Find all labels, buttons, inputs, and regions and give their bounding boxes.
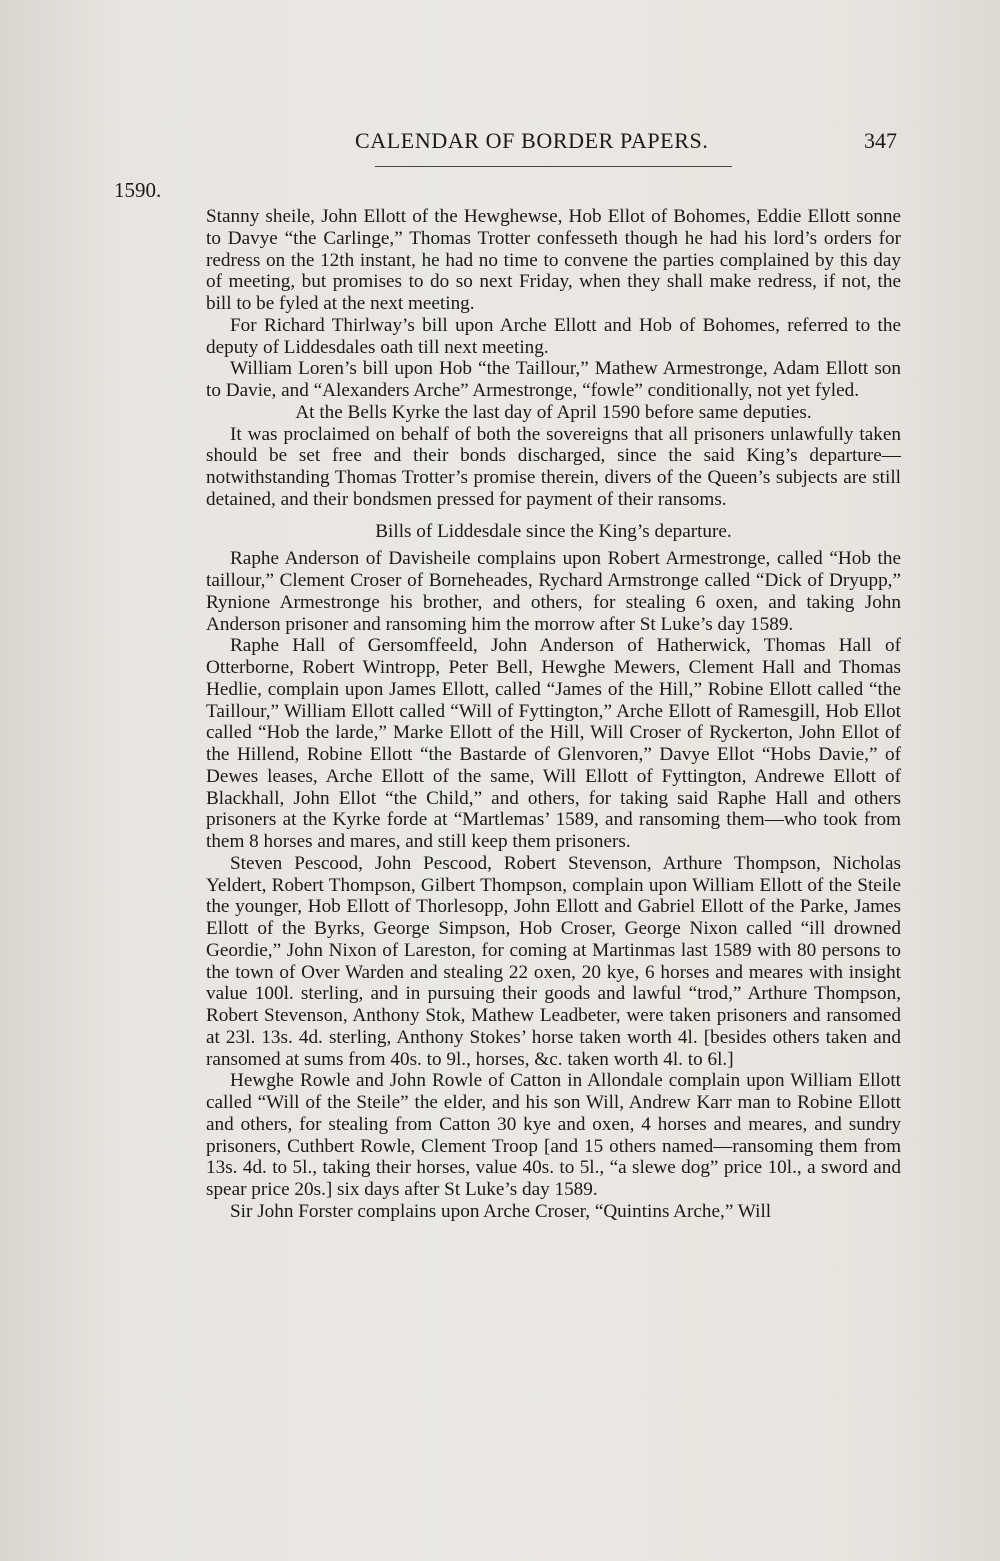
paragraph: It was proclaimed on behalf of both the sovereigns that all prisoners unlawfully taken should be set free and their bonds discharged, since the said King’s departure—notwithstanding Thomas Trotter’s promise therein, divers of the Queen’s subjects are still detained, and their bondsmen pressed for payment of their ransoms.	[206, 423, 901, 510]
paragraph: Raphe Anderson of Davisheile complains upon Robert Armestronge, called “Hob the taillour,” Clement Croser of Borneheades, Rychard Armstronge called “Dick of Dryupp,” Rynione Armestronge his brother, and others, for stealing 6 oxen, and taking John Anderson prisoner and ransoming him the morrow after St Luke’s day 1589.	[206, 548, 901, 635]
margin-year: 1590.	[114, 178, 162, 202]
paragraph: Hewghe Rowle and John Rowle of Catton in Allondale complain upon William Ellott called “Will of the Steile” the elder, and his son Will, Andrew Karr man to Robine Ellott and others, for stealing from Catton 30 kye and oxen, 4 horses and meares, and sundry prisoners, Cuthbert Rowle, Clement Troop [and 15 others named—ransoming them from 13s. 4d. to 5l., taking their horses, value 40s. to 5l., “a slewe dog” price 10l., a sword and spear price 20s.] six days after St Luke’s day 1589.	[206, 1070, 901, 1200]
running-title: CALENDAR OF BORDER PAPERS.	[355, 128, 709, 153]
body-text	[206, 206, 901, 1223]
header-rule	[375, 166, 732, 167]
section-heading: At the Bells Kyrke the last day of April 1590 before same deputies.	[295, 401, 812, 423]
paragraph: Sir John Forster complains upon Arche Croser, “Quintins Arche,” Will	[230, 1200, 772, 1222]
paragraph: Raphe Hall of Gersomffeeld, John Anderson of Hatherwick, Thomas Hall of Otterborne, Robert Wintropp, Peter Bell, Hewghe Mewers, Clement Hall and Thomas Hedlie, complain upon James Ellott, called “James of the Hill,” Robine Ellott called “the Taillour,” William Ellott called “Will of Fyttington,” Arche Ellott of Ramesgill, Hob Ellot called “Hob the larde,” Marke Ellott of the Hill, Will Croser of Ryckerton, John Ellot of the Hillend, Robine Ellott “the Bastarde of Glenvoren,” Davye Ellot “Hobs Davie,” of Dewes leases, Arche Ellott of the same, Will Ellott of Fyttington, Andrewe Ellott of Blackhall, John Ellot “the Child,” and others, for taking said Raphe Hall and others prisoners at the Kyrke forde at “Martlemas’ 1589, and ransoming them—who took from them 8 horses and mares, and still keep them prisoners.	[206, 635, 901, 852]
section-subheading: Bills of Liddesdale since the King’s departure.	[375, 520, 732, 542]
paragraph: Stanny sheile, John Ellott of the Hewghewse, Hob Ellot of Bohomes, Eddie Ellott sonne to Davye “the Carlinge,” Thomas Trotter confesseth though he had his lord’s orders for redress on the 12th instant, he had no time to convene the parties complained by this day of meeting, but promises to do so next Friday, when they shall make redress, if not, the bill to be fyled at the next meeting.	[206, 206, 901, 314]
paragraph: William Loren’s bill upon Hob “the Taillour,” Mathew Armestronge, Adam Ellott son to Davie, and “Alexanders Arche” Armestronge, “fowle” conditionally, not yet fyled.	[206, 358, 901, 401]
page-number: 347	[864, 128, 897, 153]
page-header	[0, 128, 1000, 168]
paragraph: For Richard Thirlway’s bill upon Arche Ellott and Hob of Bohomes, referred to the deputy of Liddesdales oath till next meeting.	[206, 314, 901, 358]
paragraph: Steven Pescood, John Pescood, Robert Stevenson, Arthure Thompson, Nicholas Yeldert, Robert Thompson, Gilbert Thompson, complain upon William Ellott of the Steile the younger, Hob Ellott of Thorlesopp, John Ellott and Gabriel Ellott of the Parke, James Ellott of the Byrks, George Simpson, Hob Croser, George Nixon called “ill drowned Geordie,” John Nixon of Lareston, for coming at Martinmas last 1589 with 80 persons to the town of Over Warden and stealing 22 oxen, 20 kye, 6 horses and meares with insight value 100l. sterling, and in pursuing their goods and lawful “trod,” Arthure Thompson, Robert Stevenson, Anthony Stok, Mathew Leadbeter, were taken prisoners and ransomed at 23l. 13s. 4d. sterling, Anthony Stokes’ horse taken worth 4l. [besides others taken and ransomed at sums from 40s. to 9l., horses, &c. taken worth 4l. to 6l.]	[206, 852, 901, 1070]
